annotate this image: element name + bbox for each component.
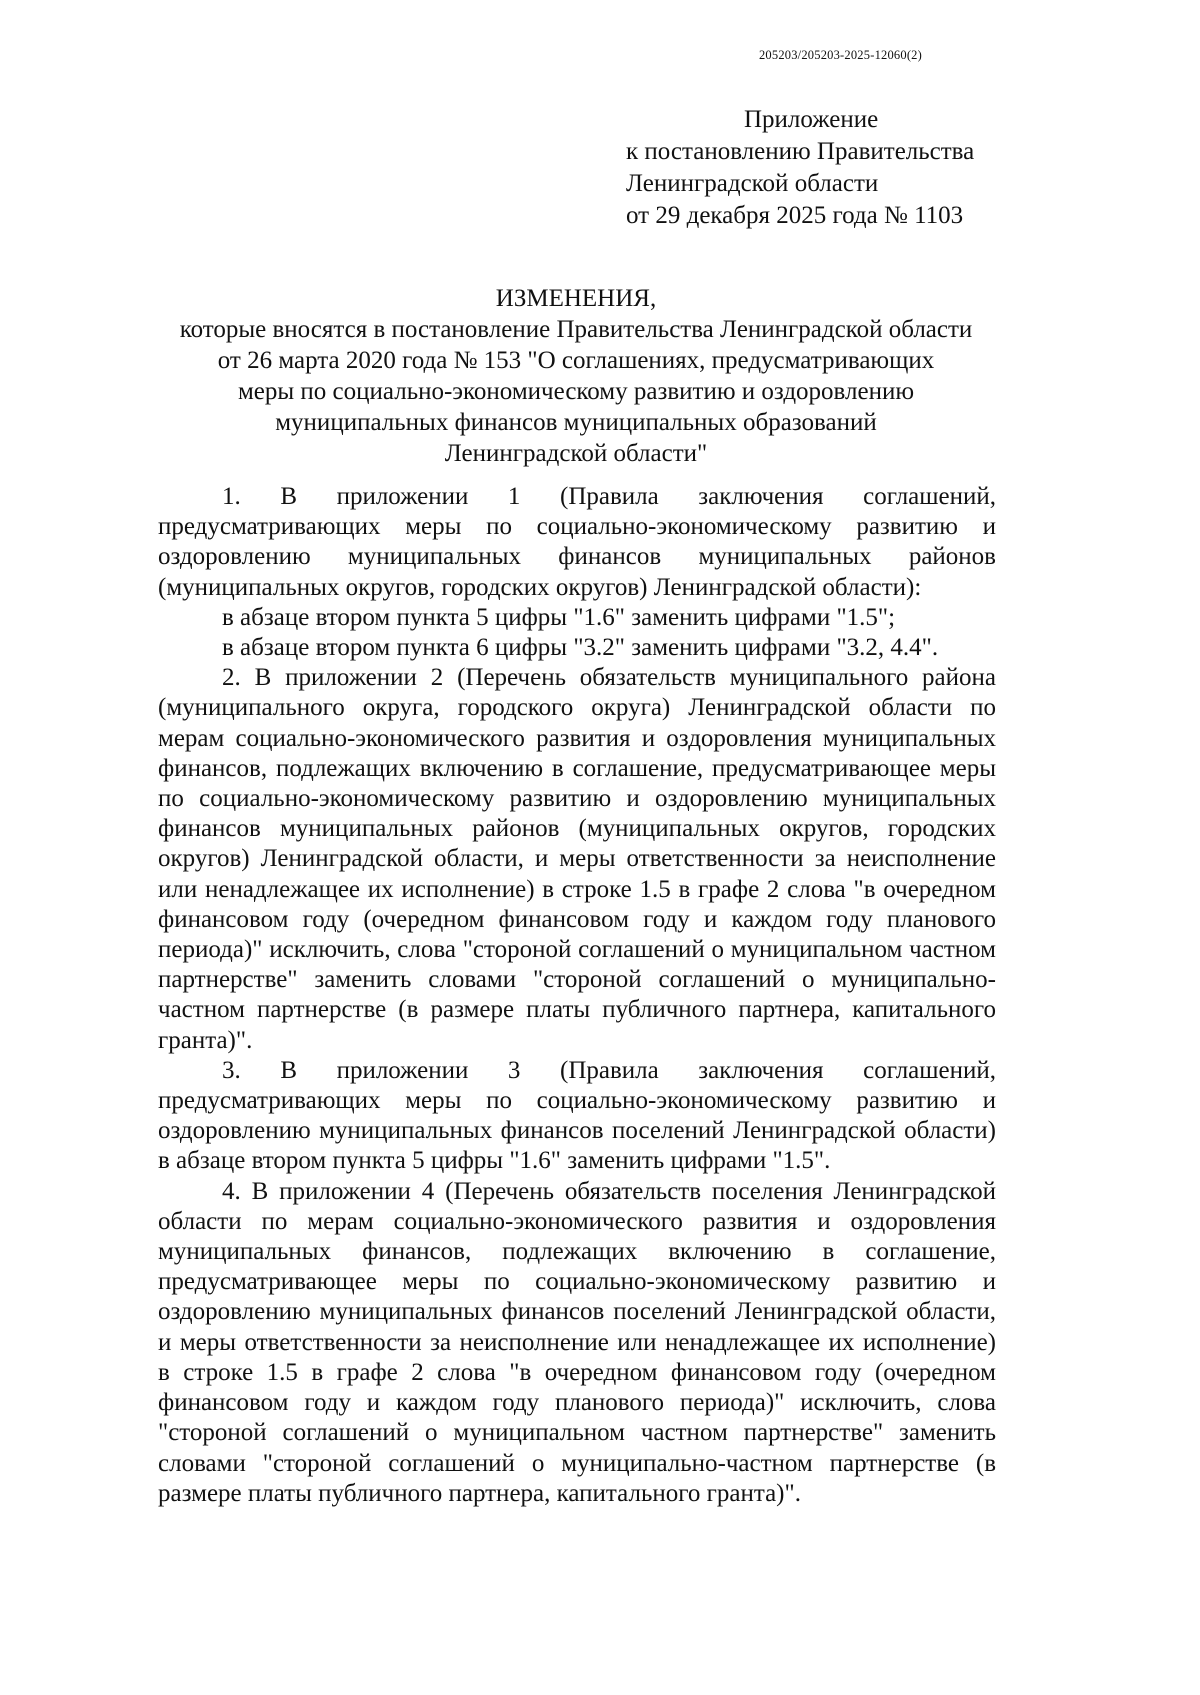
paragraph-2: 2. В приложении 2 (Перечень обязательств муниципального района (муниципального округа, городского округа) Ленинградской области по мерам социально-экономического развития и оздоровления муниципальных финансов, подлежащих включению в соглашение, предусматривающее меры по социально-экономическому развитию и оздоровлению муниципальных финансов муниципальных районов (муниципальных округов, городских округов) Ленинградской области, и меры ответственности за неисполнение или ненадлежащее их исполнение) в строке 1.5 в графе 2 слова "в очередном финансовом году (очередном финансовом году и каждом году планового периода)" исключить, слова "стороной соглашений о муниципальном частном партнерстве" заменить словами "стороной соглашений о муниципально-частном партнерстве (в размере платы публичного партнера, капитального гранта)". <box>158 664 996 1054</box>
title-line-2: от 26 марта 2020 года № 153 "О соглашениях, предусматривающих <box>217 347 935 374</box>
paragraph-1-item-b: в абзаце втором пункта 6 цифры "3.2" заменить цифрами "3.2, 4.4". <box>222 634 939 662</box>
appendix-ref-line: к постановлению Правительства <box>626 138 975 165</box>
paragraph-1-item-a: в абзаце втором пункта 5 цифры "1.6" заменить цифрами "1.5"; <box>222 603 896 631</box>
title-heading: ИЗМЕНЕНИЯ, <box>495 285 657 312</box>
title-line-1: которые вносятся в постановление Правительства Ленинградской области <box>179 316 973 343</box>
appendix-date-number: от 29 декабря 2025 года № 1103 <box>626 202 964 229</box>
title-line-4: муниципальных финансов муниципальных образований <box>275 409 877 436</box>
paragraph-3: 3. В приложении 3 (Правила заключения соглашений, предусматривающих меры по социально-экономическому развитию и оздоровлению муниципальных финансов поселений Ленинградской области) в абзаце втором пункта 5 цифры "1.6" заменить цифрами "1.5". <box>158 1056 996 1175</box>
appendix-header <box>626 104 974 232</box>
title-line-5: Ленинградской области" <box>444 440 708 467</box>
paragraph-1: 1. В приложении 1 (Правила заключения соглашений, предусматривающих меры по социально-экономическому развитию и оздоровлению муниципальных финансов муниципальных районов (муниципальных округов, городских округов) Ленинградской области): <box>158 483 996 601</box>
title-line-3: меры по социально-экономическому развитию и оздоровлению <box>237 378 915 405</box>
paragraph-4: 4. В приложении 4 (Перечень обязательств поселения Ленинградской области по мерам социально-экономического развития и оздоровления муниципальных финансов, подлежащих включению в соглашение, предусматривающее меры по социально-экономическому развитию и оздоровлению муниципальных финансов поселений Ленинградской области, и меры ответственности за неисполнение или ненадлежащее их исполнение) в строке 1.5 в графе 2 слова "в очередном финансовом году (очередном финансовом году и каждом году планового периода)" исключить, слова "стороной соглашений о муниципальном частном партнерстве" заменить словами "стороной соглашений о муниципально-частном партнерстве (в размере платы публичного партнера, капитального гранта)". <box>158 1177 996 1507</box>
document-id: 205203/205203-2025-12060(2) <box>758 48 922 62</box>
appendix-label: Приложение <box>744 106 879 133</box>
document-body <box>158 482 996 1509</box>
appendix-region-line: Ленинградской области <box>626 170 879 197</box>
document-title <box>155 283 997 469</box>
